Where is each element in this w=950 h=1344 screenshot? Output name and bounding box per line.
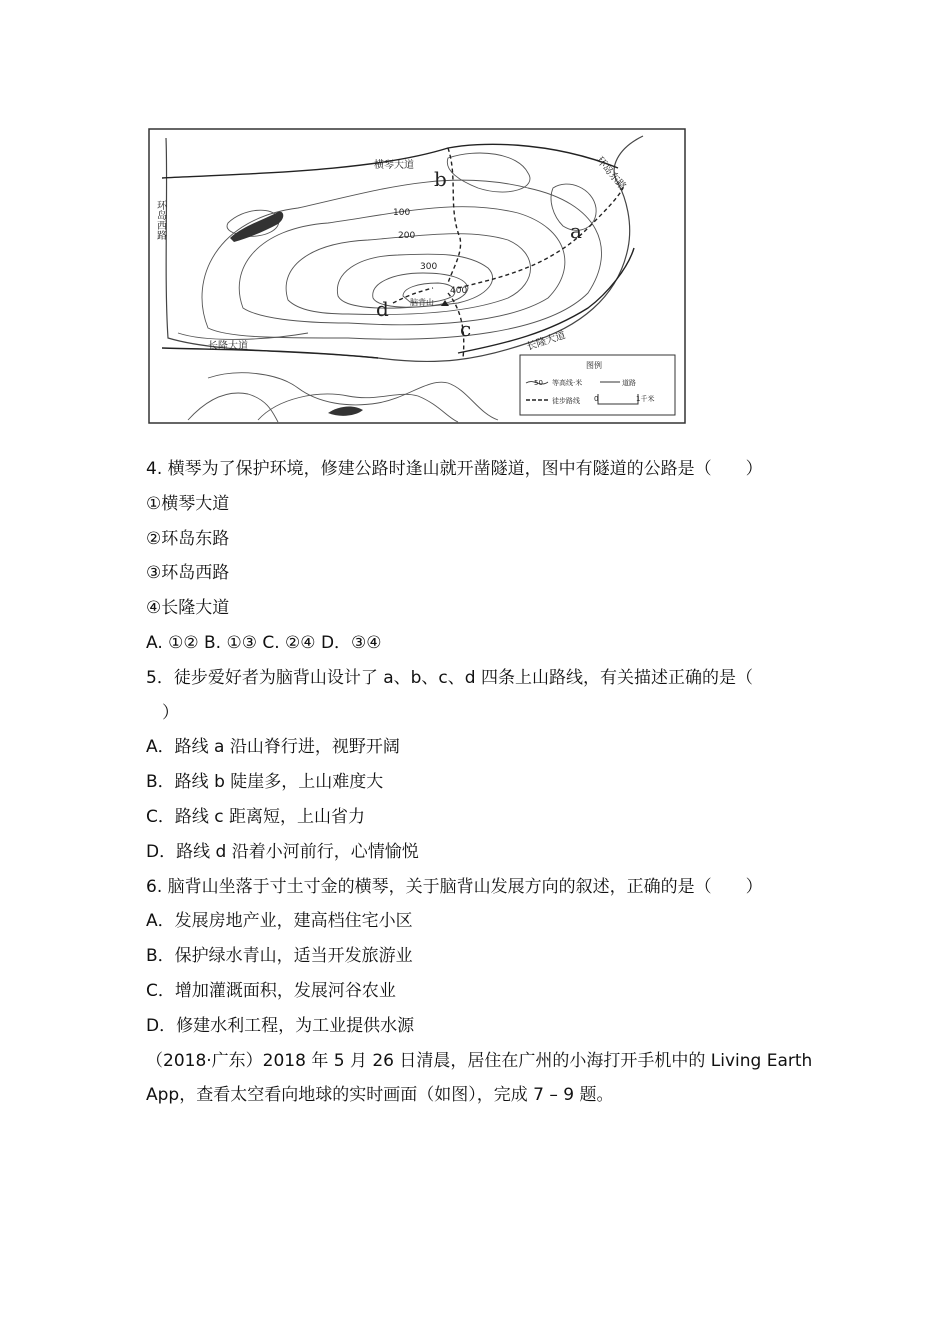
- contour-label-200: 200: [398, 231, 416, 241]
- topographic-map: [148, 128, 686, 424]
- question-6-option-a: A．发展房地产业，建高档住宅小区: [146, 911, 413, 932]
- intro-7-9-line-1: （2018·广东）2018 年 5 月 26 日清晨，居住在广州的小海打开手机中的 Living Earth: [146, 1050, 813, 1071]
- road-label-huandao-east: 环岛东路: [593, 154, 628, 193]
- legend-trail-label: 徒步路线: [552, 397, 580, 405]
- question-text: [146, 452, 826, 1113]
- question-4-stem: 4. 横琴为了保护环境，修建公路时逢山就开凿隧道，图中有隧道的公路是（ ）: [146, 459, 763, 479]
- question-5-option-a: A．路线 a 沿山脊行进，视野开阔: [146, 737, 400, 758]
- question-4-options: A. ①② B. ①③ C. ②④ D．③④: [146, 632, 382, 653]
- legend-road-label: 道路: [622, 379, 636, 387]
- road-label-changlong-left: 长隆大道: [208, 341, 248, 352]
- question-5-option-d: D．路线 d 沿着小河前行，心情愉悦: [146, 841, 419, 862]
- route-label-b: b: [434, 167, 447, 191]
- question-4-item-4: ④长隆大道: [146, 598, 230, 619]
- peak-label: 脑背山: [410, 298, 434, 307]
- intro-7-9-line-2: App，查看太空看向地球的实时画面（如图），完成 7 – 9 题。: [146, 1085, 614, 1106]
- question-6-option-b: B．保护绿水青山，适当开发旅游业: [146, 946, 413, 967]
- question-6-option-c: C．增加灌溉面积，发展河谷农业: [146, 980, 396, 1001]
- legend-scale-zero: 0: [594, 395, 599, 403]
- contour-label-300: 300: [420, 262, 438, 272]
- legend-contour-value: 50: [534, 379, 543, 387]
- road-label-changlong-right: 长隆大道: [525, 330, 567, 353]
- contour-label-400: 400: [450, 286, 468, 296]
- route-label-a: a: [570, 219, 582, 243]
- legend-contour-label: 等高线·米: [552, 379, 583, 387]
- map-legend: [520, 355, 675, 415]
- question-5-option-b: B．路线 b 陡崖多，上山难度大: [146, 772, 384, 793]
- legend-scale-unit: 1千米: [636, 395, 655, 403]
- route-label-d: d: [376, 297, 389, 321]
- road-label-huandao-west: 环岛西路: [154, 200, 166, 240]
- question-5-stem-cont: ）: [162, 702, 179, 723]
- question-6-option-d: D．修建水利工程，为工业提供水源: [146, 1015, 415, 1036]
- question-4-item-1: ①横琴大道: [146, 493, 230, 514]
- question-4-item-2: ②环岛东路: [146, 528, 230, 549]
- question-5-stem: 5．徒步爱好者为脑背山设计了 a、b、c、d 四条上山路线，有关描述正确的是（: [146, 667, 753, 688]
- contour-label-100: 100: [393, 208, 411, 218]
- route-label-c: c: [460, 317, 472, 341]
- question-6-stem: 6. 脑背山坐落于寸土寸金的横琴，关于脑背山发展方向的叙述，正确的是（ ）: [146, 876, 763, 897]
- road-label-hengqin: 横琴大道: [374, 160, 414, 171]
- legend-title: 图例: [586, 361, 602, 370]
- question-4-item-3: ③环岛西路: [146, 563, 230, 584]
- question-5-option-c: C．路线 c 距离短，上山省力: [146, 806, 366, 827]
